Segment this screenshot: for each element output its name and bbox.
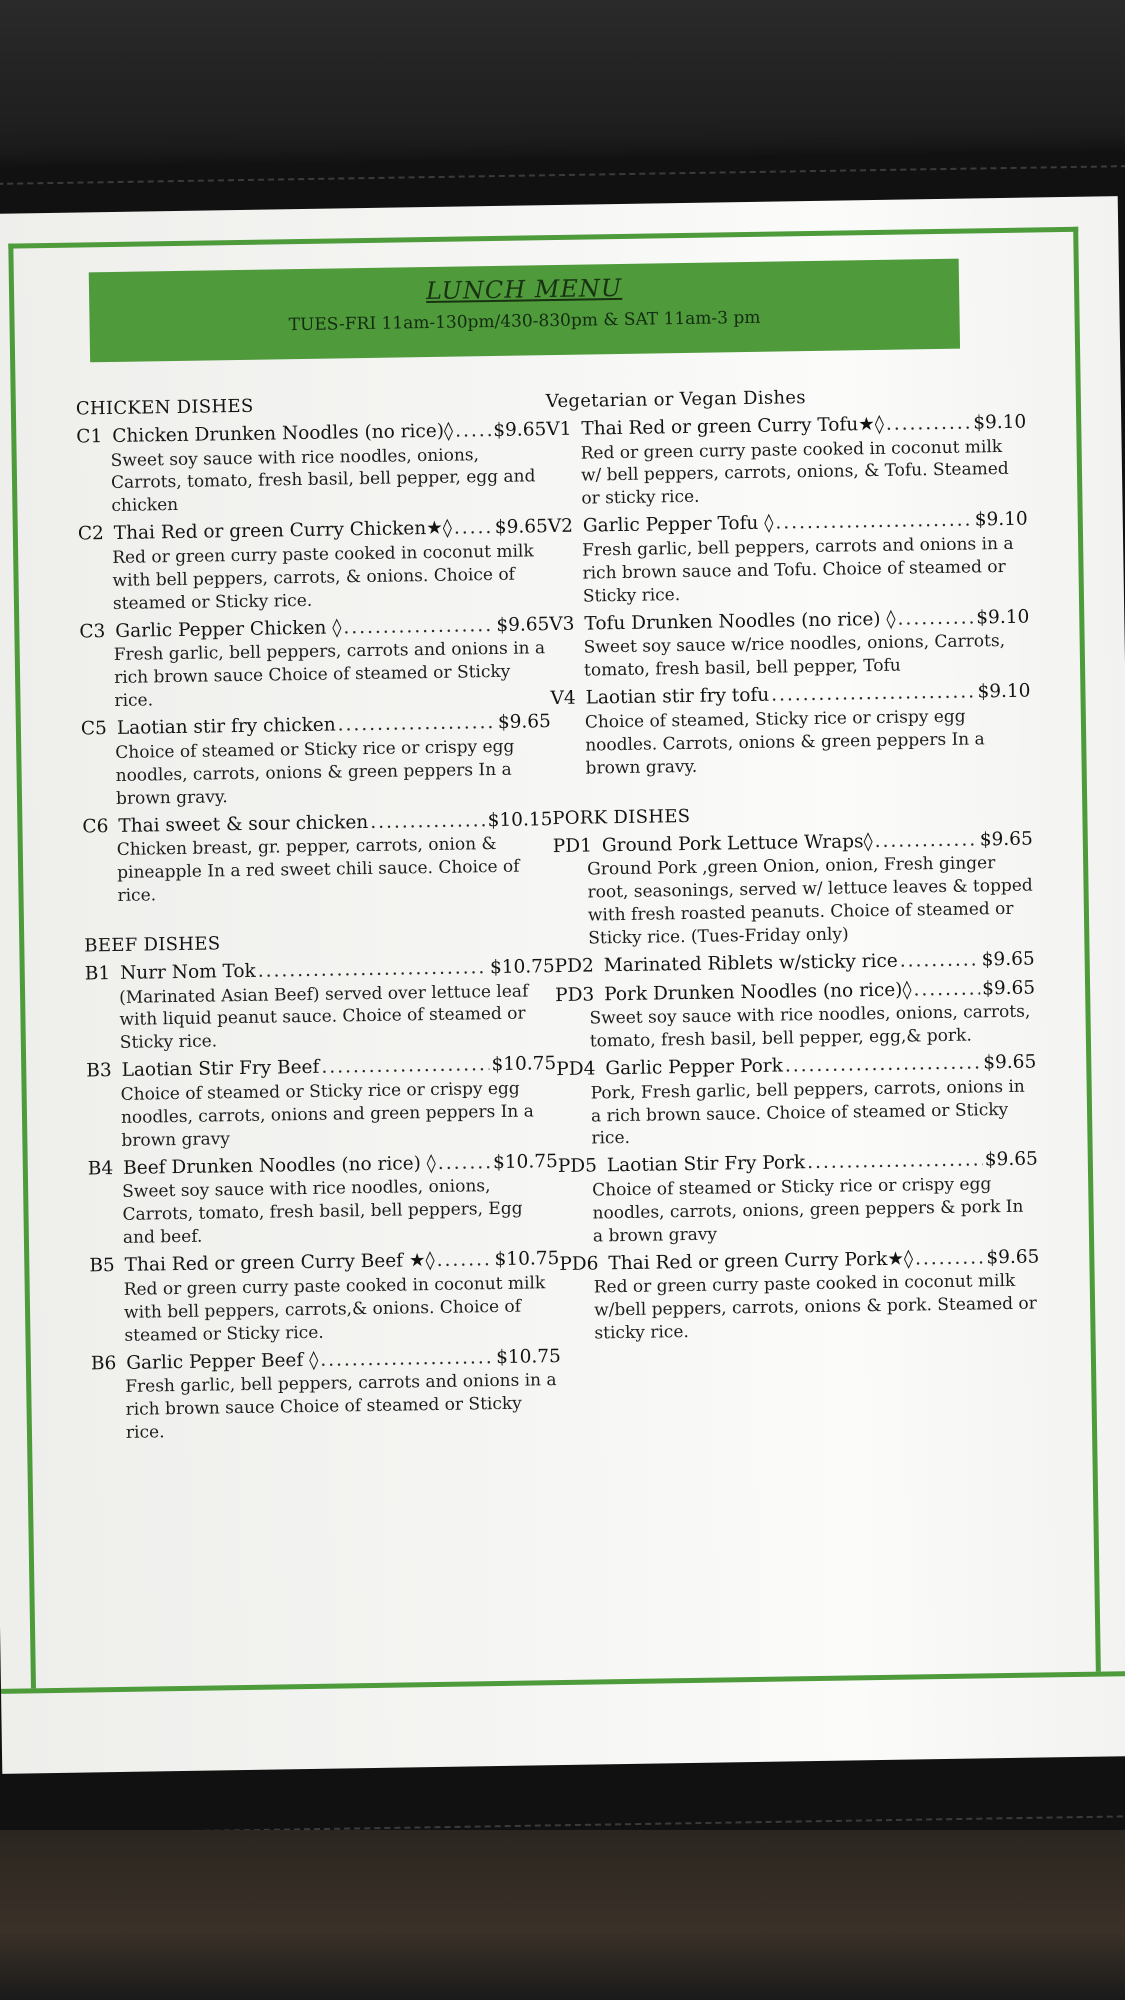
menu-item-c1	[76, 418, 547, 519]
item-name: Marinated Riblets w/sticky rice	[603, 950, 898, 977]
item-description: Chicken breast, gr. pepper, carrots, onion & pineapple In a red sweet chili sauce. Choice of rice.	[116, 834, 520, 906]
menu-item-pd2	[555, 947, 1035, 979]
item-price: $9.65	[494, 516, 548, 539]
item-description: Red or green curry paste cooked in coconut milk with bell peppers, carrots, & onions. Choice of steamed or Sticky rice.	[112, 541, 534, 614]
item-price: $9.65	[981, 948, 1035, 971]
section-title-beef-dishes: BEEF DISHES	[84, 933, 221, 957]
item-description: Red or green curry paste cooked in coconut milk w/bell peppers, carrots, onions & pork. Steamed or sticky rice.	[593, 1271, 1037, 1344]
dot-leader	[807, 1149, 983, 1176]
item-description: Fresh garlic, bell peppers, carrots and onions in a rich brown sauce and Tofu. Choice of steamed or Sticky rice.	[582, 533, 1014, 607]
menu-item-pd3	[555, 976, 1036, 1054]
item-code: V1	[546, 418, 572, 441]
menu-item-pd6	[559, 1245, 1040, 1346]
dot-leader	[370, 809, 486, 835]
item-code: C6	[82, 815, 109, 838]
item-price: $10.75	[495, 1345, 561, 1368]
table-surface	[0, 1830, 1125, 2000]
item-name: Thai Red or green Curry Chicken★◊	[113, 517, 453, 545]
item-description: Fresh garlic, bell peppers, carrots and onions in a rich brown sauce Choice of steamed or Sticky rice.	[113, 638, 546, 712]
item-name: Laotian stir fry chicken	[116, 714, 336, 740]
menu-item-pd5	[558, 1148, 1039, 1249]
item-description: Ground Pork ,green Onion, onion, Fresh ginger root, seasonings, served w/ lettuce leaves & topped with fresh roasted peanuts. Choice of steamed or Sticky rice. (Tues-Friday only)	[587, 853, 1033, 949]
menu-page	[0, 196, 1125, 1774]
item-code: C1	[76, 426, 103, 448]
item-name: Nurr Nom Tok	[119, 960, 256, 984]
item-code: B5	[89, 1255, 115, 1277]
item-price: $9.10	[976, 606, 1030, 629]
item-description: Choice of steamed, Sticky rice or crispy egg noodles. Carrots, onions & green peppers In a brown gravy.	[584, 706, 985, 779]
binder-stitching-top	[0, 165, 1125, 185]
item-price: $9.10	[973, 411, 1027, 434]
item-code: B4	[87, 1157, 114, 1180]
menu-item-c2	[78, 515, 549, 616]
item-price: $9.65	[983, 1051, 1037, 1074]
item-description: Choice of steamed or Sticky rice or crispy egg noodles, carrots, onions and green peppers In a brown gravy	[120, 1078, 534, 1151]
dot-leader	[775, 509, 973, 537]
item-description: Choice of steamed or Sticky rice or crispy egg noodles, carrots, onions, green peppers & pork In a brown gravy	[592, 1174, 1024, 1247]
dot-leader	[915, 1246, 985, 1272]
menu-item-pd1	[553, 827, 1035, 951]
item-name: Laotian Stir Fry Beef	[121, 1057, 320, 1082]
item-price: $9.10	[977, 680, 1031, 703]
item-name: Thai Red or green Curry Tofu★◊	[581, 413, 885, 440]
menu-item-c6	[82, 808, 553, 909]
menu-item-v2	[548, 508, 1029, 609]
item-price: $9.65	[496, 613, 550, 636]
item-name: Thai sweet & sour chicken	[118, 811, 369, 837]
dot-leader	[454, 516, 493, 541]
item-code: PD4	[556, 1058, 596, 1081]
dot-leader	[913, 977, 980, 1003]
item-name: Beef Drunken Noodles (no rice) ◊	[123, 1152, 437, 1179]
item-description: Sweet soy sauce w/rice noodles, onions, Carrots, tomato, fresh basil, bell pepper, Tofu	[583, 631, 1006, 681]
menu-item-v4	[550, 680, 1031, 781]
item-code: PD1	[552, 835, 593, 857]
dot-leader	[436, 1248, 492, 1273]
menu-item-b6	[91, 1345, 562, 1446]
item-price: $9.65	[984, 1148, 1038, 1171]
menu-header-banner	[89, 259, 960, 363]
item-name: Thai Red or green Curry Beef ★◊	[124, 1250, 435, 1276]
menu-hours: TUES-FRI 11am-130pm/430-830pm & SAT 11am-3 pm	[288, 307, 761, 336]
menu-item-b4	[88, 1150, 559, 1251]
dot-leader	[886, 411, 972, 437]
item-name: Garlic Pepper Tofu ◊	[582, 512, 774, 537]
dot-leader	[897, 606, 974, 632]
menu-item-c3	[79, 613, 550, 714]
item-price: $10.15	[487, 808, 553, 831]
item-name: Garlic Pepper Chicken ◊	[115, 617, 342, 642]
dot-leader	[900, 948, 980, 974]
item-name: Tofu Drunken Noodles (no rice) ◊	[584, 608, 896, 635]
item-description: Sweet soy sauce with rice noodles, onions, Carrots, tomato, fresh basil, bell peppers, Egg and beef.	[122, 1176, 523, 1249]
section-title-pork-dishes: PORK DISHES	[552, 805, 691, 829]
item-description: Choice of steamed or Sticky rice or crispy egg noodles, carrots, onions & green peppers In a brown gravy.	[115, 736, 515, 809]
dot-leader	[438, 1151, 492, 1176]
dot-leader	[343, 614, 494, 641]
menu-item-line	[555, 947, 1035, 979]
item-price: $10.75	[492, 1150, 558, 1173]
item-description: Fresh garlic, bell peppers, carrots and onions in a rich brown sauce Choice of steamed or Sticky rice.	[125, 1370, 557, 1443]
dot-leader	[321, 1053, 490, 1080]
item-name: Laotian Stir Fry Pork	[606, 1152, 806, 1177]
menu-item-b3	[86, 1052, 557, 1153]
dot-leader	[874, 828, 978, 854]
dot-leader	[258, 956, 489, 984]
item-code: B6	[90, 1352, 117, 1374]
section-title-chicken-dishes: CHICKEN DISHES	[75, 395, 254, 420]
menu-item-b1	[85, 955, 556, 1056]
item-code: C3	[79, 620, 106, 643]
item-name: Garlic Pepper Pork	[605, 1055, 784, 1080]
dot-leader	[338, 711, 497, 738]
item-price: $10.75	[489, 955, 555, 979]
menu-item-b5	[89, 1247, 560, 1348]
item-price: $9.65	[497, 711, 552, 734]
item-description: Red or green curry paste cooked in coconut milk with bell peppers, carrots,& onions. Choice of steamed or Sticky rice.	[123, 1272, 546, 1346]
item-name: Thai Red or green Curry Pork★◊	[608, 1248, 914, 1275]
item-name: Chicken Drunken Noodles (no rice)◊	[112, 420, 454, 447]
dot-leader	[320, 1346, 494, 1373]
right-column	[546, 383, 1041, 1347]
item-description: Sweet soy sauce with rice noodles, onions, carrots, tomato, fresh basil, bell pepper, egg,& pork.	[589, 1001, 1031, 1052]
item-name: Garlic Pepper Beef ◊	[126, 1349, 319, 1374]
left-column	[76, 390, 562, 1445]
item-price: $9.65	[493, 419, 547, 441]
item-description: Red or green curry paste cooked in coconut milk w/ bell peppers, carrots, onions, & Tofu. Steamed or sticky rice.	[580, 436, 1009, 510]
item-price: $10.75	[491, 1053, 557, 1076]
item-price: $9.65	[981, 977, 1036, 999]
item-code: C5	[80, 718, 108, 740]
item-code: B1	[84, 962, 111, 985]
dot-leader	[771, 681, 976, 709]
item-name: Ground Pork Lettuce Wraps◊	[601, 830, 873, 856]
item-name: Pork Drunken Noodles (no rice)◊	[604, 978, 912, 1005]
item-code: PD6	[559, 1253, 599, 1275]
item-price: $10.75	[494, 1248, 560, 1271]
item-code: V4	[550, 687, 576, 710]
item-description: (Marinated Asian Beef) served over lettuce leaf with liquid peanut sauce. Choice of steamed or Sticky rice.	[118, 981, 529, 1054]
menu-item-c5	[81, 710, 552, 811]
menu-title: LUNCH MENU	[425, 273, 623, 306]
item-description: Sweet soy sauce with rice noodles, onions, Carrots, tomato, fresh basil, bell pepper, egg and chicken	[110, 444, 536, 517]
item-code: PD2	[554, 955, 594, 977]
item-price: $9.10	[974, 508, 1028, 531]
item-description: Pork, Fresh garlic, bell peppers, carrots, onions in a rich brown sauce. Choice of steamed or Sticky rice.	[590, 1076, 1025, 1149]
menu-item-pd4	[556, 1050, 1037, 1151]
item-code: B3	[86, 1060, 112, 1082]
item-name: Laotian stir fry tofu	[585, 684, 770, 709]
dot-leader	[455, 419, 492, 444]
item-code: PD3	[554, 983, 595, 1006]
dot-leader	[785, 1051, 982, 1079]
item-code: V3	[549, 613, 575, 635]
item-code: PD5	[557, 1155, 598, 1178]
item-code: V2	[547, 516, 574, 538]
item-code: C2	[77, 523, 104, 545]
menu-item-v1	[546, 411, 1027, 512]
menu-item-v3	[549, 605, 1030, 683]
item-price: $9.65	[986, 1246, 1040, 1269]
item-price: $9.65	[979, 828, 1033, 850]
section-title-vegetarian-or-vegan-dishes: Vegetarian or Vegan Dishes	[545, 387, 806, 413]
